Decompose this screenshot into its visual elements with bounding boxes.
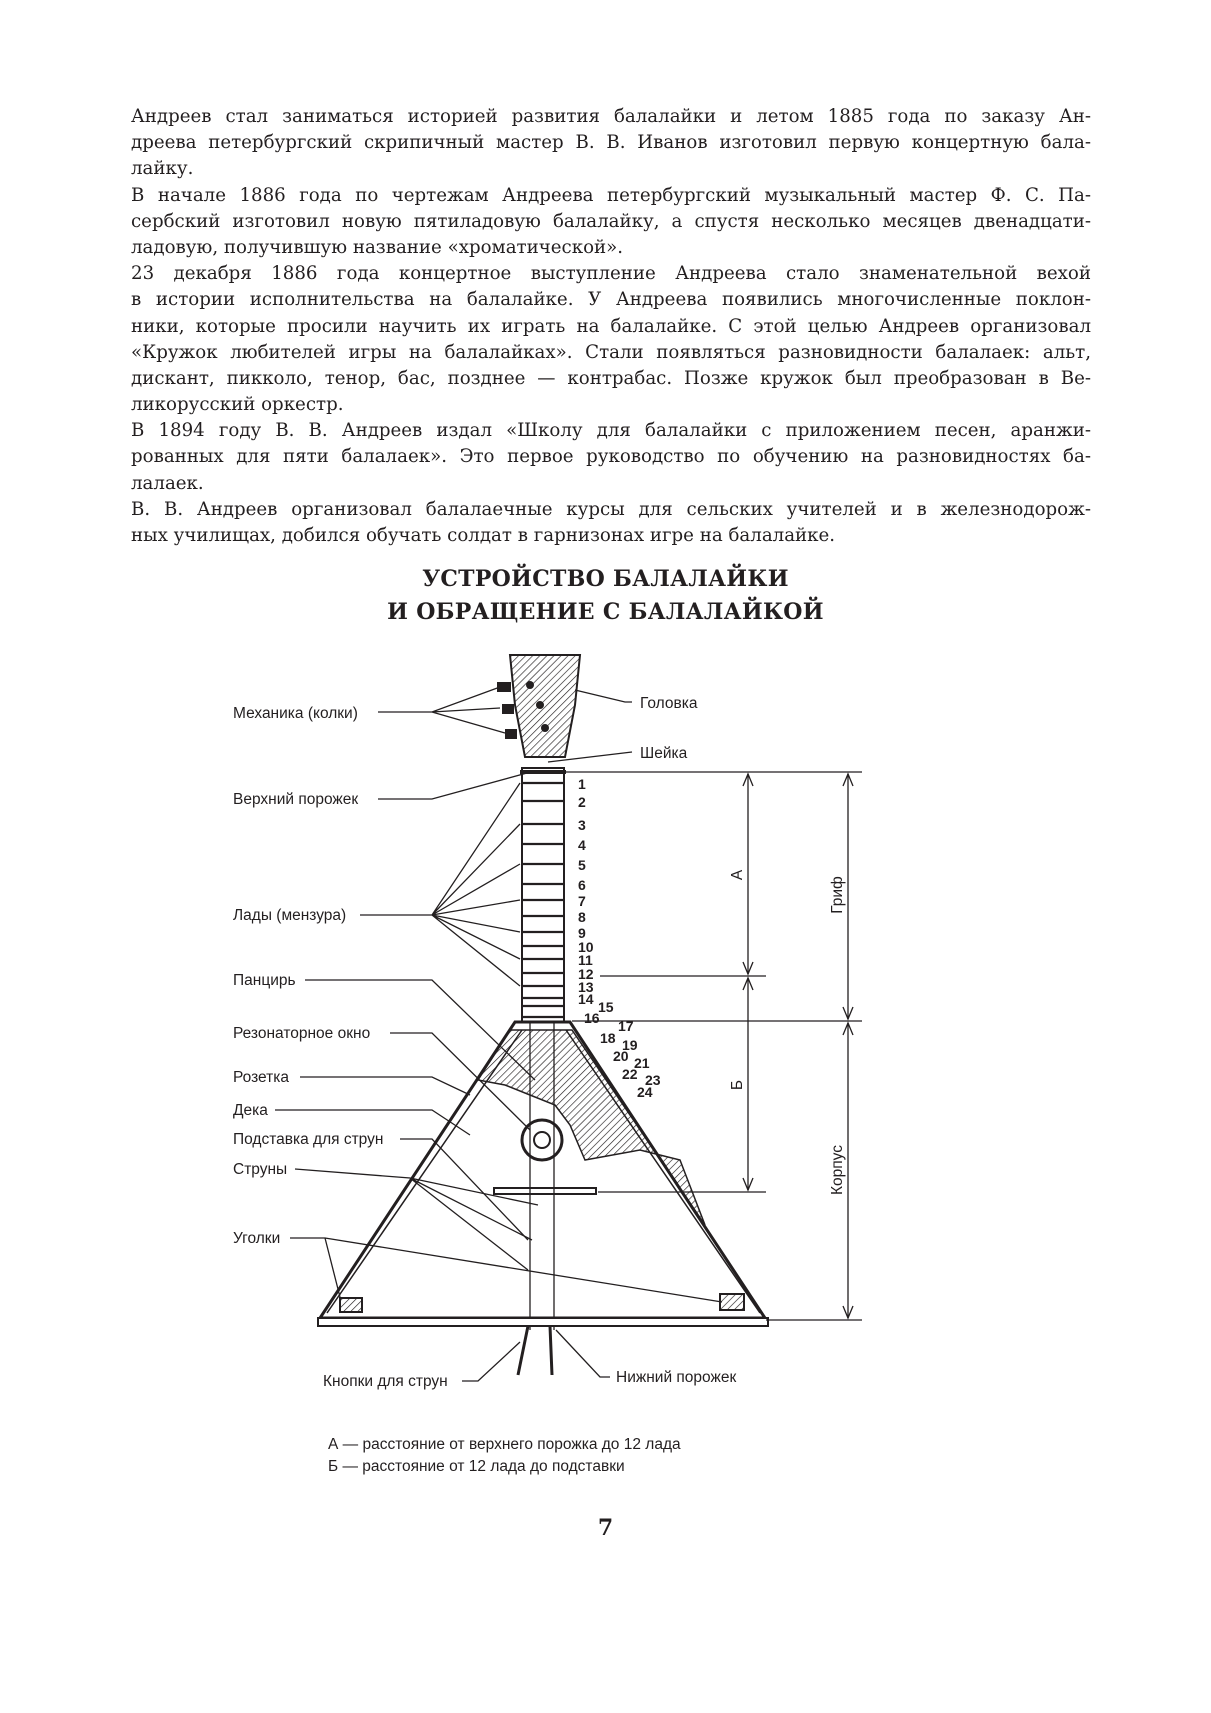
legend-b: Б — расстояние от 12 лада до подставки <box>328 1458 625 1475</box>
fret-number: 8 <box>578 909 586 925</box>
text-line: «Кружок любителей игры на балалайках». Стали появляться разновидности балалаек: альт, <box>131 341 1091 363</box>
label-strings: Струны <box>233 1161 288 1178</box>
label-bottom-nut: Нижний порожек <box>616 1369 737 1386</box>
fret-number: 12 <box>578 966 594 982</box>
text-line: сербский изготовил новую пятиладовую балалайку, а спустя несколько месяцев двенадцати- <box>131 210 1091 232</box>
label-head: Головка <box>640 695 698 712</box>
text-line: Андреев стал заниматься историей развития балалайки и летом 1885 года по заказу Ан- <box>131 106 1091 127</box>
fret-number: 6 <box>578 877 586 893</box>
fret-number: 21 <box>634 1055 650 1071</box>
fret-number: 2 <box>578 794 586 810</box>
fret-number: 7 <box>578 893 586 909</box>
label-soundboard: Дека <box>233 1102 268 1119</box>
fret-number: 5 <box>578 857 586 873</box>
label-armor: Панцирь <box>233 972 296 989</box>
balalaika-neck <box>522 768 564 1023</box>
dim-body: Корпус <box>829 1145 846 1195</box>
page-number: 7 <box>597 1515 614 1541</box>
label-sound-hole: Резонаторное окно <box>233 1025 371 1042</box>
text-line: В. В. Андреев организовал балалаечные курсы для сельских учителей и в железнодорож- <box>131 498 1091 520</box>
fret-number: 19 <box>622 1037 638 1053</box>
fret-number: 9 <box>578 925 586 941</box>
fret-number: 24 <box>637 1084 653 1100</box>
balalaika-head <box>510 655 580 757</box>
fret-number: 15 <box>598 999 614 1015</box>
fret-number: 11 <box>578 952 593 968</box>
text-line: дискант, пикколо, тенор, бас, позднее — контрабас. Позже кружок был преобразован в Ве- <box>131 367 1091 389</box>
text-line: в истории исполнительства на балалайке. У Андреева появились многочисленные поклон- <box>131 289 1091 311</box>
dim-b: Б <box>729 1079 746 1091</box>
heading-line-2: И ОБРАЩЕНИЕ С БАЛАЛАЙКОЙ <box>387 599 824 625</box>
label-frets: Лады (мензура) <box>233 907 347 924</box>
fret-number: 4 <box>578 837 586 853</box>
label-bridge: Подставка для струн <box>233 1131 384 1148</box>
bridge <box>494 1188 596 1194</box>
label-neck: Шейка <box>640 745 688 762</box>
text-line: лайку. <box>131 158 194 180</box>
label-top-nut: Верхний порожек <box>233 791 359 808</box>
string-buttons <box>518 1326 552 1375</box>
fret-number: 16 <box>584 1010 600 1026</box>
fret-number: 13 <box>578 979 594 995</box>
fret-number: 3 <box>578 817 586 833</box>
fret-number: 17 <box>618 1018 634 1034</box>
fret-number: 1 <box>578 776 586 792</box>
dim-a: А <box>729 869 746 881</box>
text-line: В 1894 году В. В. Андреев издал «Школу для балалайки с приложением песен, аранжи- <box>131 420 1091 442</box>
text-line: дреева петербургский скрипичный мастер В. В. Иванов изготовил первую концертную бала- <box>131 132 1091 154</box>
text-line: В начале 1886 года по чертежам Андреева петербургский музыкальный мастер Ф. С. Па- <box>131 184 1091 206</box>
label-string-buttons: Кнопки для струн <box>323 1373 448 1390</box>
fret-number: 14 <box>578 991 594 1007</box>
text-line: ладовую, получившую название «хроматической». <box>131 236 624 258</box>
heading-line-1: УСТРОЙСТВО БАЛАЛАЙКИ <box>422 566 789 592</box>
label-mechanics: Механика (колки) <box>233 705 358 722</box>
text-line: лалаек. <box>131 472 204 494</box>
text-line: ных училищах, добился обучать солдат в гарнизонах игре на балалайке. <box>131 525 836 546</box>
fret-number: 23 <box>645 1072 661 1088</box>
legend-a: А — расстояние от верхнего порожка до 12 лада <box>328 1436 681 1453</box>
label-corners: Уголки <box>233 1230 281 1247</box>
fret-number: 18 <box>600 1030 616 1046</box>
dim-fingerboard: Гриф <box>829 876 846 914</box>
text-line: ники, которые просили научить их играть на балалайке. С этой целью Андреев организовал <box>131 315 1091 337</box>
text-line: 23 декабря 1886 года концертное выступление Андреева стало знаменательной вехой <box>131 263 1091 285</box>
label-rosette: Розетка <box>233 1069 289 1086</box>
fret-number: 10 <box>578 939 594 955</box>
fret-number: 20 <box>613 1048 629 1064</box>
text-line: ликорусский оркестр. <box>131 394 344 416</box>
fret-number: 22 <box>622 1066 638 1082</box>
text-line: рованных для пяти балалаек». Это первое руководство по обучению на разновидностях ба- <box>131 446 1091 468</box>
